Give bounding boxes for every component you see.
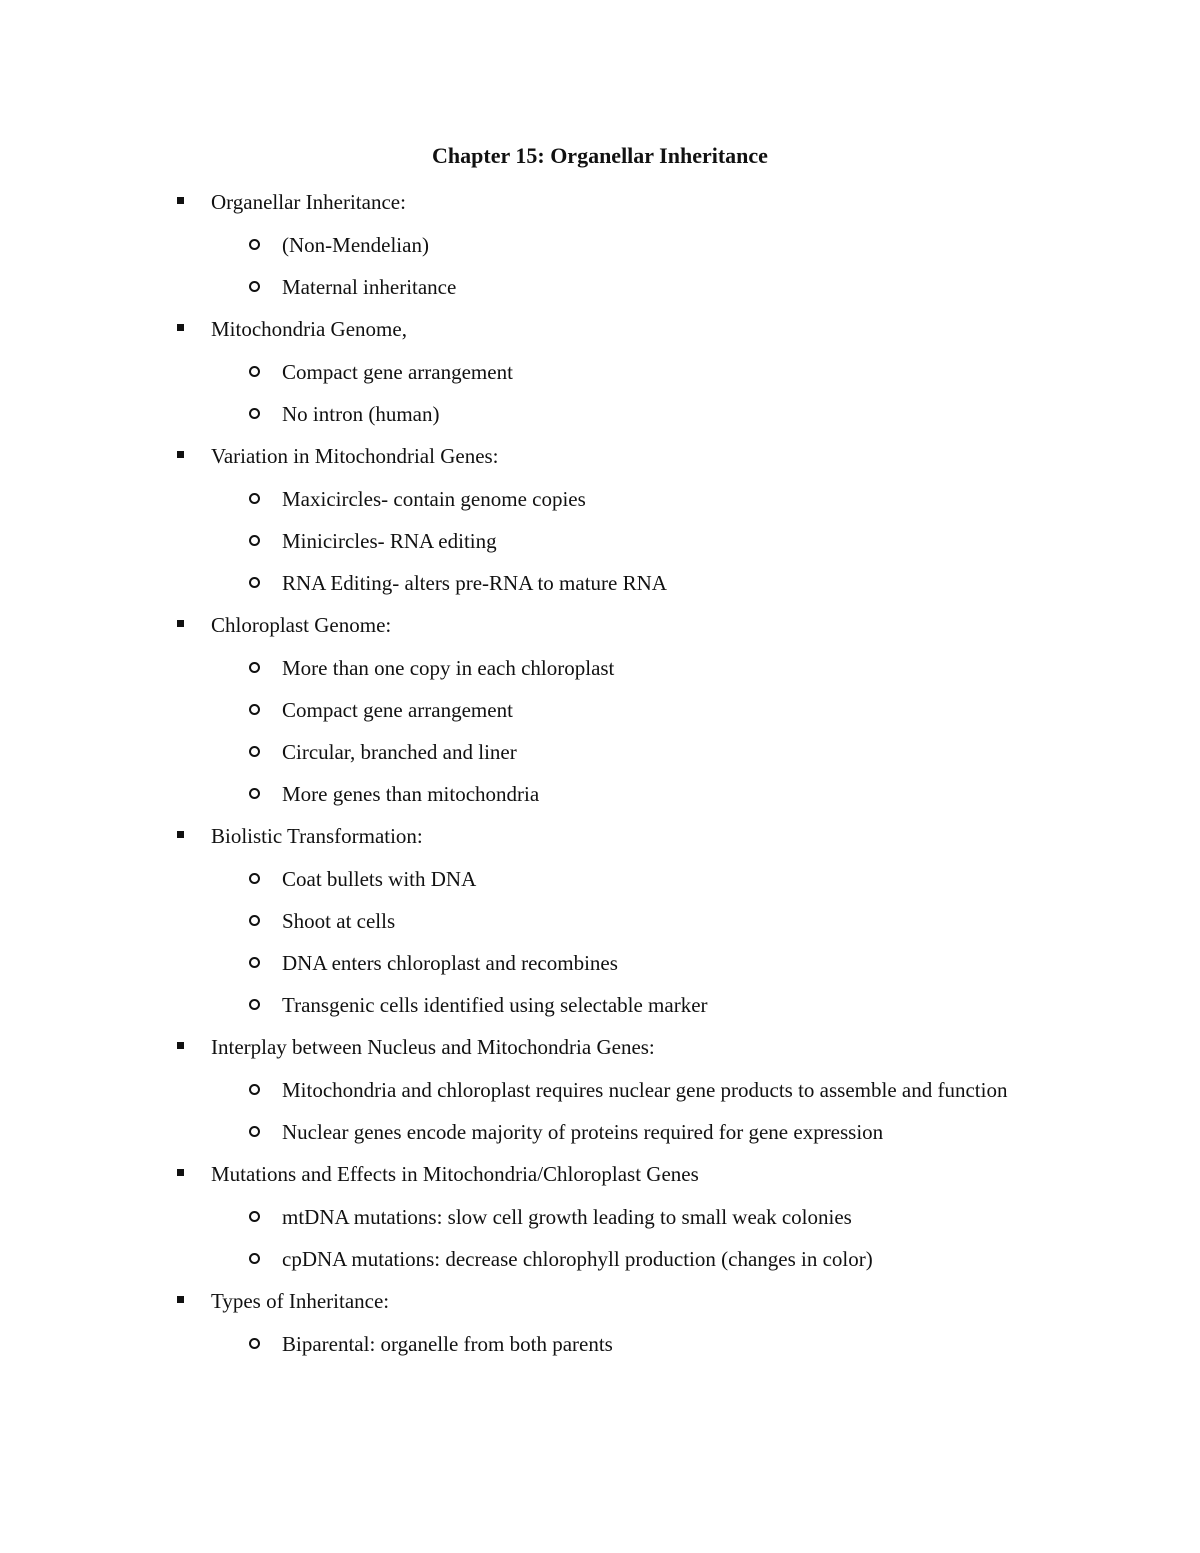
sub-list — [0, 1069, 1200, 1153]
circle-bullet-icon — [249, 366, 260, 377]
circle-bullet-icon — [249, 915, 260, 926]
list-item-text: More genes than mitochondria — [282, 782, 540, 806]
list-item — [0, 773, 1200, 815]
section-heading-text: Mutations and Effects in Mitochondria/Chloroplast Genes — [211, 1162, 699, 1186]
square-bullet-icon — [177, 197, 184, 204]
circle-bullet-icon — [249, 535, 260, 546]
list-item — [0, 858, 1200, 900]
section-heading — [0, 1153, 1200, 1196]
page-title: Chapter 15: Organellar Inheritance — [432, 143, 768, 168]
list-item-text: Maxicircles- contain genome copies — [282, 487, 586, 511]
circle-bullet-icon — [249, 1126, 260, 1137]
list-item — [0, 984, 1200, 1026]
list-item-text: Minicircles- RNA editing — [282, 529, 497, 553]
list-item — [0, 731, 1200, 773]
list-item-text: RNA Editing- alters pre-RNA to mature RNA — [282, 571, 667, 595]
sub-list — [0, 478, 1200, 604]
list-item-text: Maternal inheritance — [282, 275, 457, 299]
section-mitochondria-genome — [0, 308, 1200, 435]
sub-list — [0, 351, 1200, 435]
sub-list — [0, 1323, 1200, 1365]
circle-bullet-icon — [249, 788, 260, 799]
list-item-text: Transgenic cells identified using selectable marker — [282, 993, 708, 1017]
list-item — [0, 942, 1200, 984]
list-item-text: cpDNA mutations: decrease chlorophyll production (changes in color) — [282, 1247, 873, 1271]
section-heading — [0, 815, 1200, 858]
list-item — [0, 1111, 1200, 1153]
circle-bullet-icon — [249, 408, 260, 419]
square-bullet-icon — [177, 1296, 184, 1303]
list-item-text: Compact gene arrangement — [282, 698, 513, 722]
list-item — [0, 900, 1200, 942]
list-item — [0, 266, 1200, 308]
section-heading — [0, 1280, 1200, 1323]
section-variation-mitochondrial-genes — [0, 435, 1200, 604]
circle-bullet-icon — [249, 662, 260, 673]
circle-bullet-icon — [249, 746, 260, 757]
list-item — [0, 520, 1200, 562]
section-heading-text: Chloroplast Genome: — [211, 613, 392, 637]
circle-bullet-icon — [249, 239, 260, 250]
list-item-text: Mitochondria and chloroplast requires nuclear gene products to assemble and function — [282, 1078, 1008, 1102]
list-item — [0, 224, 1200, 266]
list-item — [0, 562, 1200, 604]
list-item-text: DNA enters chloroplast and recombines — [282, 951, 618, 975]
circle-bullet-icon — [249, 493, 260, 504]
circle-bullet-icon — [249, 999, 260, 1010]
circle-bullet-icon — [249, 704, 260, 715]
circle-bullet-icon — [249, 873, 260, 884]
list-item — [0, 1196, 1200, 1238]
circle-bullet-icon — [249, 1211, 260, 1222]
section-heading — [0, 1026, 1200, 1069]
list-item-text: Compact gene arrangement — [282, 360, 513, 384]
sub-list — [0, 858, 1200, 1026]
list-item-text: Shoot at cells — [282, 909, 396, 933]
section-heading-text: Organellar Inheritance: — [211, 190, 406, 214]
square-bullet-icon — [177, 1042, 184, 1049]
section-heading — [0, 604, 1200, 647]
section-interplay-nucleus-mitochondria — [0, 1026, 1200, 1153]
section-heading — [0, 181, 1200, 224]
circle-bullet-icon — [249, 1084, 260, 1095]
section-heading-text: Types of Inheritance: — [211, 1289, 390, 1313]
circle-bullet-icon — [249, 281, 260, 292]
section-types-of-inheritance — [0, 1280, 1200, 1365]
list-item — [0, 393, 1200, 435]
circle-bullet-icon — [249, 957, 260, 968]
section-organellar-inheritance — [0, 181, 1200, 308]
sub-list — [0, 224, 1200, 308]
section-heading-text: Biolistic Transformation: — [211, 824, 423, 848]
list-item-text: Biparental: organelle from both parents — [282, 1332, 613, 1356]
section-mutations-effects — [0, 1153, 1200, 1280]
circle-bullet-icon — [249, 1253, 260, 1264]
list-item-text: Nuclear genes encode majority of proteins required for gene expression — [282, 1120, 884, 1144]
section-chloroplast-genome — [0, 604, 1200, 815]
section-heading — [0, 308, 1200, 351]
section-biolistic-transformation — [0, 815, 1200, 1026]
list-item-text: Coat bullets with DNA — [282, 867, 477, 891]
list-item-text: mtDNA mutations: slow cell growth leading to small weak colonies — [282, 1205, 852, 1229]
sub-list — [0, 1196, 1200, 1280]
section-heading-text: Variation in Mitochondrial Genes: — [211, 444, 499, 468]
list-item-text: No intron (human) — [282, 402, 440, 426]
square-bullet-icon — [177, 831, 184, 838]
list-item-text: More than one copy in each chloroplast — [282, 656, 615, 680]
circle-bullet-icon — [249, 1338, 260, 1349]
list-item — [0, 647, 1200, 689]
sub-list — [0, 647, 1200, 815]
section-heading — [0, 435, 1200, 478]
list-item — [0, 689, 1200, 731]
section-heading-text: Mitochondria Genome, — [211, 317, 407, 341]
square-bullet-icon — [177, 620, 184, 627]
list-item — [0, 1238, 1200, 1280]
circle-bullet-icon — [249, 577, 260, 588]
square-bullet-icon — [177, 324, 184, 331]
list-item-text: (Non-Mendelian) — [282, 233, 429, 257]
square-bullet-icon — [177, 451, 184, 458]
section-heading-text: Interplay between Nucleus and Mitochondria Genes: — [211, 1035, 655, 1059]
list-item-text: Circular, branched and liner — [282, 740, 517, 764]
list-item — [0, 478, 1200, 520]
list-item — [0, 1069, 1200, 1111]
square-bullet-icon — [177, 1169, 184, 1176]
list-item — [0, 1323, 1200, 1365]
outline-list — [0, 181, 1200, 1365]
list-item — [0, 351, 1200, 393]
